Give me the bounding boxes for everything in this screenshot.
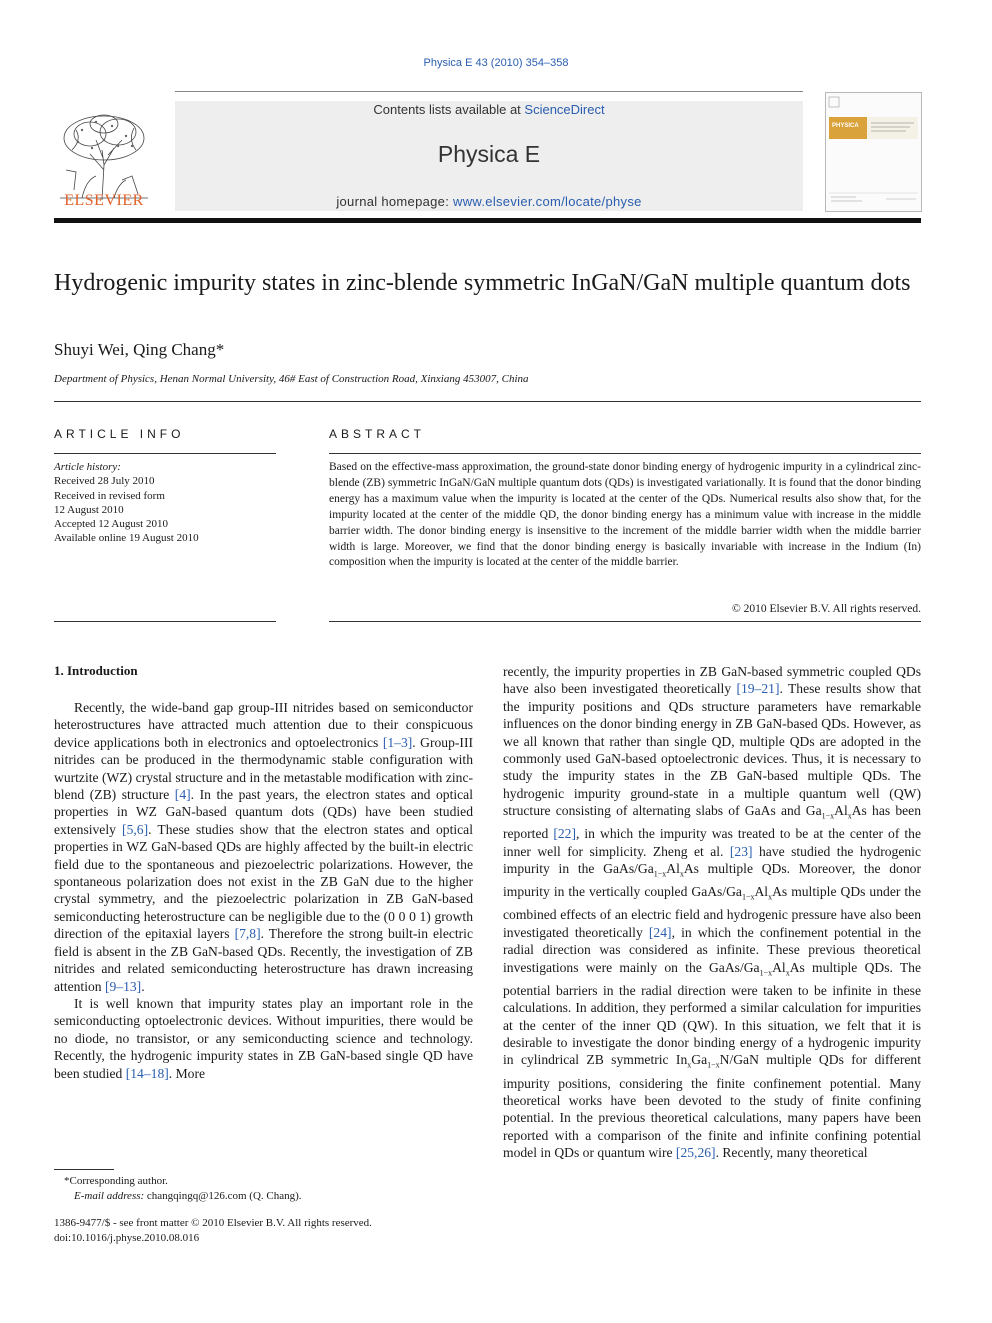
copyright: © 2010 Elsevier B.V. All rights reserved. bbox=[732, 603, 921, 615]
header-thick-rule bbox=[54, 218, 921, 223]
journal-citation[interactable]: Physica E 43 (2010) 354–358 bbox=[423, 57, 569, 69]
issn-block bbox=[54, 1216, 372, 1245]
article-info-rule-top bbox=[54, 453, 276, 454]
ref-link[interactable]: [7,8] bbox=[234, 926, 261, 942]
section-heading-introduction: 1. Introduction bbox=[54, 663, 138, 678]
ref-link[interactable]: [1–3] bbox=[382, 734, 413, 750]
homepage-line bbox=[175, 194, 803, 209]
abstract-text: Based on the effective-mass approximation, the ground-state donor binding energy of hydrogenic impurity in a cylindrical zinc-blende (ZB) symmetric InGaN/GaN multiple quantum dots (QDs) is investigated variationally. It is found that the donor binding energy has a maximum value when the impurity is located at the center of the QDs. Numerical results also show that, for the impurity located at the center of the middle QD, the donor binding energy has a minimum value with increase in the middle barrier width. The donor binding energy is insensitive to the increment of the middle barrier width when the middle barrier width is large. Moreover, we find that the donor binding energy is basically invariable with increase in the Indium (In) composition when the impurity is located at the center of the middle barrier. bbox=[329, 461, 921, 569]
ref-link[interactable]: [22] bbox=[553, 826, 576, 842]
ref-link[interactable]: [14–18] bbox=[125, 1065, 169, 1081]
history-item: Accepted 12 August 2010 bbox=[54, 518, 168, 531]
contents-line bbox=[175, 102, 803, 117]
history-item: Received in revised form bbox=[54, 489, 165, 502]
contents-prefix: Contents lists available at bbox=[373, 102, 525, 117]
email-label: E-mail address: bbox=[74, 1189, 147, 1202]
journal-name: Physica E bbox=[437, 141, 541, 167]
footnote bbox=[54, 1174, 302, 1203]
article-info-rule-bottom bbox=[54, 621, 276, 622]
paragraph: Recently, the wide-band gap group-III nitrides based on semiconductor heterostructures have attracted much attention due to their conspicuous device applications both in electronics and optoelectronics [1–3]. Group-III nitrides can be produced in the thermodynamic stable configuration with wurtzite (WZ) crystal structure and in the metastable modification with zinc-blend (ZB) structure [4]. In the past years, the electron states and optical properties in WZ GaN-based quantum dots (QDs) have been studied extensively [5,6]. These studies show that the electron states and optical properties in WZ GaN-based QDs are highly affected by the built-in electric field due to the spontaneous and piezoelectric polarizations. However, the spontaneous polarization does not exist in the ZB GaN due to the higher crystal symmetry, and the piezoelectric polarization in ZB GaN-based semiconducting heterostructure can be negligible due to the (0 0 0 1) growth direction of the epitaxial layers [7,8]. Therefore the strong built-in electric field is absent in the ZB GaN-based QDs. Recently, the investigation of ZB nitrides and related semiconducting heterostructure has drawn increasing attention [9–13]. bbox=[54, 700, 474, 994]
history-item: Available online 19 August 2010 bbox=[54, 532, 199, 545]
footnote-corresponding bbox=[54, 1174, 302, 1189]
elsevier-wordmark[interactable]: ELSEVIER bbox=[64, 192, 144, 209]
corresponding-mark[interactable]: * bbox=[215, 340, 225, 359]
cover-title: PHYSICA bbox=[832, 123, 859, 129]
ref-link[interactable]: [23] bbox=[729, 843, 753, 859]
article-history bbox=[54, 460, 199, 546]
paragraph: It is well known that impurity states play an important role in the semiconducting optoelectronic devices. Without impurities, there would be no diode, no transistor, or any semiconducting science and technology. Recently, the hydrogenic impurity states in ZB GaN-based single QD have been studied [14–18]. More bbox=[54, 995, 473, 1081]
abstract-heading: ABSTRACT bbox=[329, 427, 426, 441]
ref-link[interactable]: [19–21] bbox=[736, 681, 780, 697]
footnote-rule bbox=[54, 1169, 114, 1170]
issn-line: 1386-9477/$ - see front matter © 2010 Elsevier B.V. All rights reserved. bbox=[54, 1217, 372, 1229]
ref-link[interactable]: [24] bbox=[648, 924, 672, 940]
title-divider bbox=[54, 401, 921, 402]
abstract-rule-top bbox=[329, 453, 921, 454]
homepage-link[interactable]: www.elsevier.com/locate/physe bbox=[453, 194, 642, 209]
article-info-heading: ARTICLE INFO bbox=[54, 427, 185, 441]
header-top-rule bbox=[175, 91, 803, 92]
homepage-prefix: journal homepage: bbox=[336, 194, 454, 209]
cover-image bbox=[826, 93, 921, 211]
article-title: Hydrogenic impurity states in zinc-blende symmetric InGaN/GaN multiple quantum dots bbox=[54, 270, 911, 296]
corresponding-mark: * bbox=[64, 1175, 70, 1187]
doi-line[interactable]: doi:10.1016/j.physe.2010.08.016 bbox=[54, 1231, 200, 1244]
ref-link[interactable]: [9–13] bbox=[104, 978, 142, 994]
authors[interactable]: Shuyi Wei, Qing Chang bbox=[54, 340, 216, 359]
footnote-email bbox=[54, 1189, 302, 1204]
footnote-corresponding-text: Corresponding author. bbox=[69, 1175, 168, 1187]
paragraph: recently, the impurity properties in ZB GaN-based symmetric coupled QDs have also been investigated theoretically [19–21]. These results show that the impurity positions and QDs structure parameters have remarkable influences on the donor binding energy in ZB GaN-based QDs. However, as we all known that rather than single QD, multiple QDs are adopted in the commonly used GaN-based optoelectronic devices. Thus, it is necessary to study the impurity states in the ZB GaN-based multiple QDs. The hydrogenic impurity ground-state in a multiple quantum well (QW) structure consisting of alternating slabs of GaAs and $Ga_{1-x}Al_xAs$ has been reported [22], in which the impurity was treated to be at the center of the inner well for simplicity. Zheng et al. [23] have studied the hydrogenic impurity in the GaAs/$Ga_{1-x}Al_xAs$ multiple QDs. Moreover, the donor impurity in the vertically coupled GaAs/$Ga_{1-x}Al_xAs$ multiple QDs under the combined effects of an electric field and hydrogenic pressure have also been investigated theoretically [24], in which the confinement potential in the radial direction was considered as infinite. These previous theoretical investigations were mainly on the GaAs/$Ga_{1-x}Al_xAs$ multiple QDs. The potential barriers in the radial direction were taken to be infinite in these calculations. In addition, they performed a similar calculation for impurities at the center of the inner QD (QW). In this situation, we felt that it is desirable to investigate the donor binding energy of a hydrogenic impurity in cylindrical ZB symmetric $In_xGa_{1-x}N$/GaN multiple QDs for different impurity positions, considering the finite confinement potential. Many theoretical works have been devoted to the study of finite confining potential. In the previous theoretical calculations, many papers have been reported with a comparison of the finite and infinite confining potential model in QDs or quantum wire [25,26]. Recently, many theoretical bbox=[503, 664, 922, 1161]
abstract-rule-bottom bbox=[329, 621, 921, 622]
history-item: Received 28 July 2010 bbox=[54, 475, 155, 488]
history-item: 12 August 2010 bbox=[54, 503, 124, 516]
email-address[interactable]: changqingq@126.com (Q. Chang). bbox=[146, 1189, 302, 1202]
body-column-left bbox=[54, 699, 473, 1082]
affiliation: Department of Physics, Henan Normal University, 46# East of Construction Road, Xinxiang 453007, China bbox=[54, 373, 529, 385]
ref-link[interactable]: [25,26] bbox=[675, 1145, 716, 1161]
ref-link[interactable]: [5,6] bbox=[122, 821, 149, 837]
ref-link[interactable]: [4] bbox=[174, 787, 191, 803]
authors-line bbox=[54, 340, 224, 360]
history-label: Article history: bbox=[54, 461, 121, 473]
body-column-right bbox=[503, 663, 921, 1162]
sciencedirect-link[interactable]: ScienceDirect bbox=[524, 102, 605, 117]
journal-cover-thumbnail[interactable] bbox=[825, 92, 922, 212]
